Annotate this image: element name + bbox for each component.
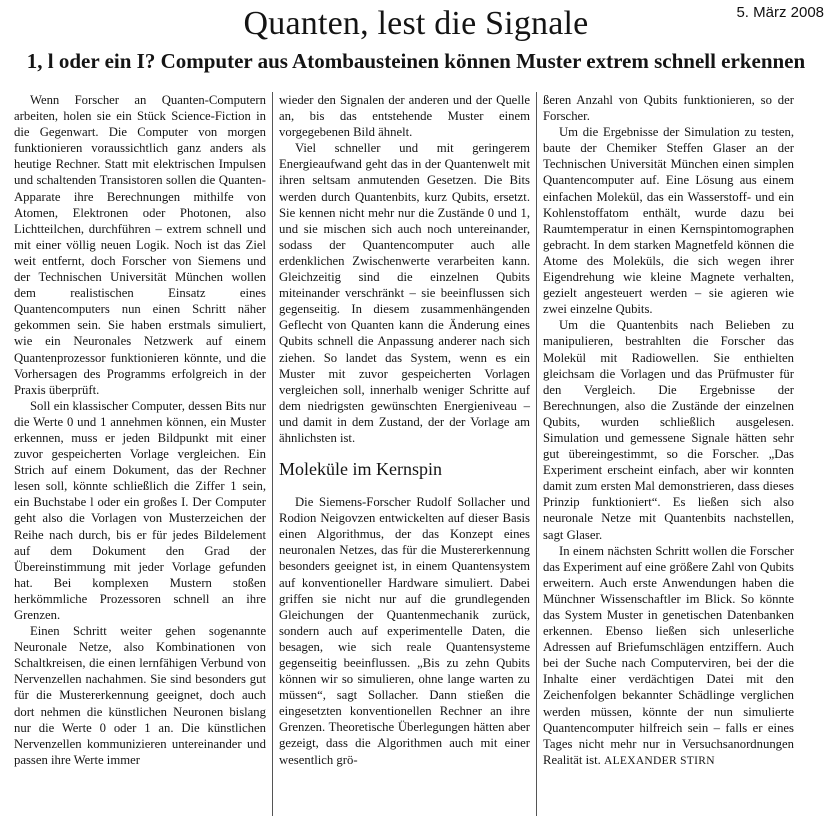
paragraph: Um die Ergebnisse der Simulation zu testen, baute der Chemiker Steffen Glaser an der Technischen Universität München einen simplen Quantencomputer auf. Eine Lösung aus einem einfachen Molekül, das ein Wasserstoff- und ein Kohlenstoffatom enthält, wurde dazu bei Raumtemperatur in einen Kernspintomographen gebracht. In dem starken Magnetfeld können die Atome des Moleküls, die sich wegen ihrer Eigendrehung wie kleine Magnete verhalten, gezielt angesteuert werden – sie agieren wie zwei einzelne Qubits. xyxy=(543,125,794,317)
paragraph: Viel schneller und mit geringerem Energieaufwand geht das in der Quantenwelt mit ihren seltsam anmutenden Gesetzen. Die Bits werden durch Quantenbits, kurz Qubits, ersetzt. Sie kennen nicht mehr nur die Zustände 0 und 1, und sie mischen sich auch noch untereinander, sodass der Quantencomputer auch alle erdenklichen Zwischenwerte verarbeiten kann. Gleichzeitig sind die einzelnen Qubits miteinander verschränkt – sie beeinflussen sich gegenseitig. In diesem zusammenhängenden Geflecht von Quanten kann die Änderung eines Qubits schnell die Anpassung anderer nach sich ziehen. So landet das System, wenn es ein Muster mit zuvor gespeicherten Vorlagen vergleichen soll, innerhalb weniger Schritte auf dem niedrigsten gewünschten Energieniveau – und damit in dem Zustand, der der Vorlage am ähnlichsten ist. xyxy=(279,141,530,445)
paragraph: Die Siemens-Forscher Rudolf Sollacher und Rodion Neigovzen entwickelten auf dieser Basis einen Algorithmus, der das Konzept eines neuronalen Netzes, das für die Mustererkennung besonders geeignet ist, in einem Quantensystem auf konventioneller Hardware simuliert. Dabei griffen sie nicht nur auf die grundlegenden Gleichungen der Quantenmechanik zurück, sondern auch auf experimentelle Daten, die besagen, wie sich reale Quantensysteme gegenseitig beeinflussen. „Bis zu zehn Qubits können wir so simulieren, ohne lange warten zu müssen“, sagt Sollacher. Dann stießen die eingesetzten konventionellen Rechner an ihre Grenzen. Theoretische Überlegungen hätten aber gezeigt, dass die Algorithmen auch mit einer wesentlich grö- xyxy=(279,495,530,767)
article-headline: Quanten, lest die Signale xyxy=(243,5,589,42)
paragraph-text: In einem nächsten Schritt wollen die Forscher das Experiment auf eine größere Zahl von Qubits erweitern. Auch erste Anwendungen haben die Münchner Wissenschaftler im Blick. So könnte das System Muster in genetischen Datenbanken erkennen. Ebenso ließen sich unleserliche Adressen auf Briefumschlägen entziffern. Auch bei der Suche nach Computerviren, bei der die Inhalte einer verdächtigen Datei mit den Zeichenfolgen bekannter Schädlinge verglichen werden müssen, könnte der nun simulierte Quantencomputer hilfreich sein – falls er eines Tages nicht mehr nur in Versuchsanordnungen Realität ist. xyxy=(543,543,794,767)
column-1 xyxy=(8,92,272,816)
section-subheading: Moleküle im Kernspin xyxy=(279,459,442,480)
author-byline: ALEXANDER STIRN xyxy=(603,754,715,767)
column-2 xyxy=(272,92,536,816)
column-3 xyxy=(536,92,800,816)
paragraph: Wenn Forscher an Quanten-Computern arbeiten, holen sie ein Stück Science-Fiction in die Gegenwart. Die Computer von morgen funktionieren voraussichtlich ganz anders als heutige Rechner. Statt mit elektrischen Impulsen und schaltenden Transistoren sollen die Quanten-Apparate ihre Berechnungen mithilfe von Atomen, Elektronen oder Photonen, also Lichtteilchen, durchführen – extrem schnell und mit einer völlig neuen Logik. Noch ist das Ziel weit entfernt, doch Forscher von Siemens und der Technischen Universität München wollen dem realistischen Einsatz eines Quantencomputers nun einen Schritt näher gekommen sein. Sie haben erstmals simuliert, wie ein Neuronales Netzwerk auf einem Quantenprozessor funktionieren könnte, und die Vorhersagen des Programms erfolgreich in der Praxis überprüft. xyxy=(14,93,266,397)
paragraph xyxy=(543,543,794,769)
paragraph: Soll ein klassischer Computer, dessen Bits nur die Werte 0 und 1 annehmen können, ein Muster erkennen, muss er jeden Bildpunkt mit einer zuvor gespeicherten Vorlage vergleichen. Ein Strich auf einem Dokument, das der Rechner lesen soll, könnte schließlich die Ziffer 1 sein, ein Buchstabe l oder ein großes I. Der Computer geht also die Vorlagen von Musterzeichen der Reihe nach durch, bis er für jedes Bildelement auf dem Dokument den Grad der Übereinstimmung mit jeder Vorlage gefunden hat. Bei komplexen Mustern stoßen herkömmliche Prozessoren schnell an ihre Grenzen. xyxy=(14,398,266,622)
paragraph: ßeren Anzahl von Qubits funktionieren, so der Forscher. xyxy=(543,93,794,124)
paragraph: Um die Quantenbits nach Belieben zu manipulieren, bestrahlten die Forscher das Molekül mit Radiowellen. Sie enthielten gleichsam die Vorlagen und das Prüfmuster für den Vergleich. Die Ergebnisse der Berechnungen, also die Zustände der einzelnen Qubits, wurden schließlich ausgelesen. Simulation und gemessene Signale hätten sehr gut übereingestimmt, so die Forscher. „Das Experiment erscheint einfach, aber wir konnten damit zum ersten Mal demonstrieren, dass dieses Prinzip funktioniert“. Es ließen sich also neuronale Netze mit Quantenbits nachstellen, sagt Glaser. xyxy=(543,318,794,542)
article-body xyxy=(8,92,824,816)
article-subheadline: 1, l oder ein I? Computer aus Atombausteinen können Muster extrem schnell erkennen xyxy=(26,49,806,73)
publication-date: 5. März 2008 xyxy=(736,4,824,21)
paragraph: Einen Schritt weiter gehen sogenannte Neuronale Netze, also Kombinationen von Schaltkreisen, die einen lernfähigen Verbund von Nervenzellen nachahmen. Sie sind besonders gut für die Mustererkennung geeignet, doch auch dort nehmen die künstlichen Neuronen bislang nur die Werte 0 oder 1 an. Die künstlichen Nervenzellen kommunizieren untereinander und passen ihre Werte immer xyxy=(14,624,266,767)
paragraph: wieder den Signalen der anderen und der Quelle an, bis das entstehende Muster einem vorgegebenen Bild ähnelt. xyxy=(279,93,530,140)
